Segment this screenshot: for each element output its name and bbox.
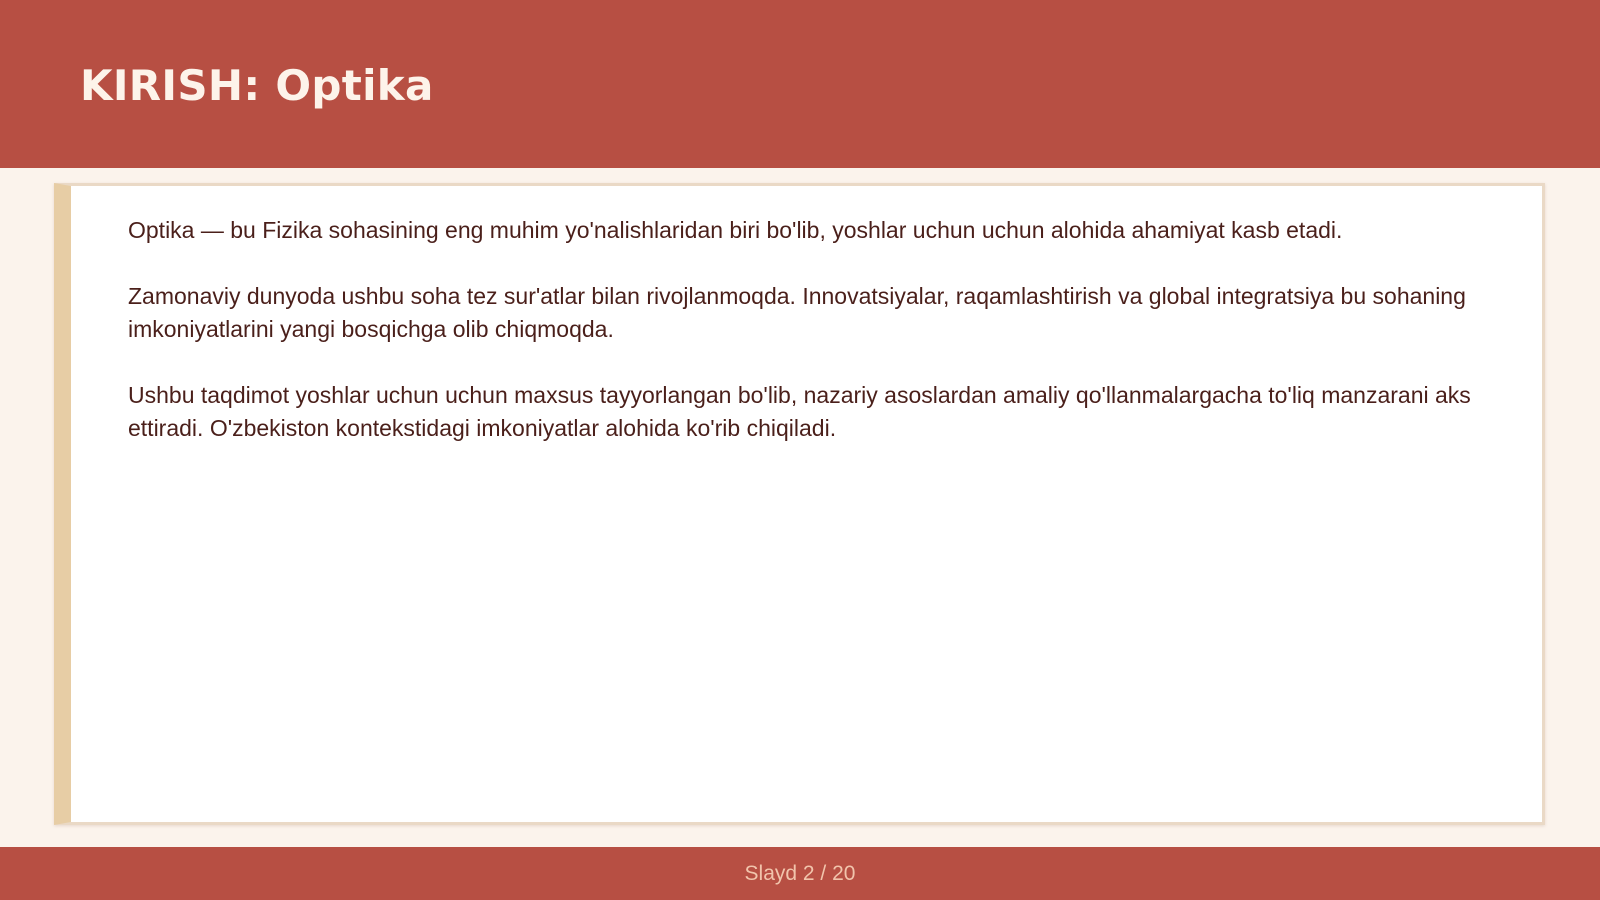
paragraph-modern-world: Zamonaviy dunyoda ushbu soha tez sur'atlar bilan rivojlanmoqda. Innovatsiyalar, raqamlashtirish va global integratsiya bu sohaning imkoniyatlarini yangi bosqichga olib chiqmoqda. <box>128 283 1466 342</box>
paragraph-intro: Optika — bu Fizika sohasining eng muhim yo'nalishlaridan biri bo'lib, yoshlar uchun uchun alohida ahamiyat kasb etadi. <box>128 217 1343 243</box>
slide-footer <box>0 847 1600 900</box>
slide-title: KIRISH: Optika <box>80 61 434 110</box>
slide-counter: Slayd 2 / 20 <box>744 862 856 885</box>
content-card <box>54 183 1545 825</box>
content-body <box>128 214 1528 478</box>
paragraph-presentation-purpose: Ushbu taqdimot yoshlar uchun uchun maxsus tayyorlangan bo'lib, nazariy asoslardan amaliy qo'llanmalargacha to'liq manzarani aks ettiradi. O'zbekiston kontekstidagi imkoniyatlar alohida ko'rib chiqiladi. <box>128 382 1471 441</box>
slide-header <box>0 0 1600 168</box>
